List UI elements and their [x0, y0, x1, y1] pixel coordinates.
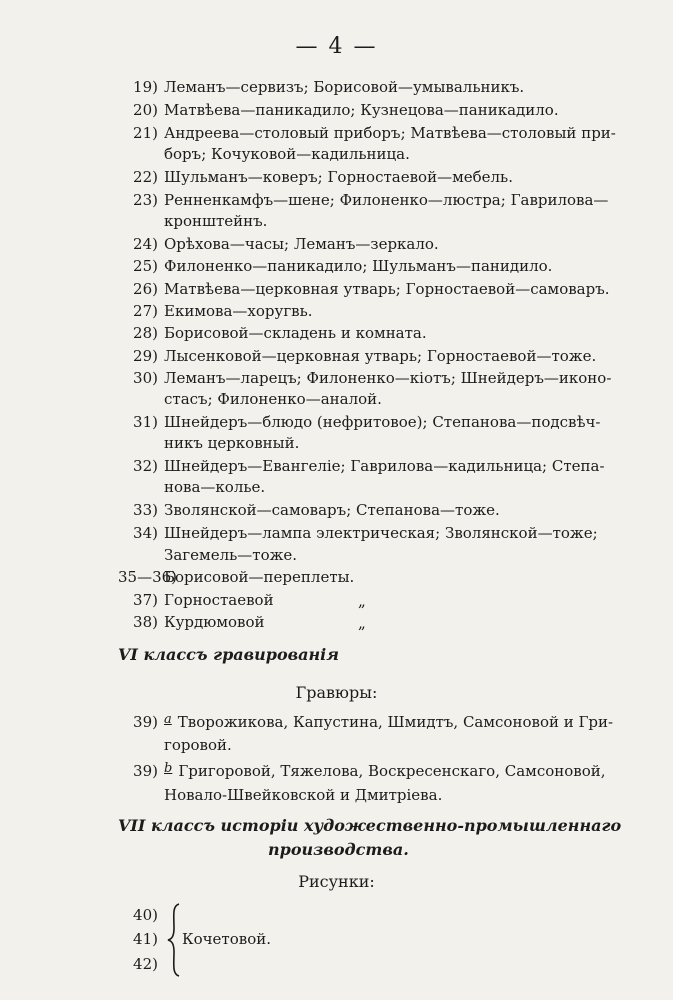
ditto-mark: „: [358, 592, 366, 610]
section-heading: VI классъ гравированія: [118, 645, 339, 664]
list-item: 33) Зволянской—самоваръ; Степанова—тоже.: [133, 501, 500, 519]
list-item: 23) Ренненкамфъ—шене; Филоненко—люстра; Гаврилова—: [133, 191, 609, 209]
list-item: кронштейнъ.: [164, 212, 268, 230]
list-item: 37) Горностаевой: [133, 591, 274, 609]
list-item: 24) Орѣхова—часы; Леманъ—зеркало.: [133, 235, 439, 253]
list-item: 30) Леманъ—ларецъ; Филоненко—кіотъ; Шнейдеръ—иконо-: [133, 369, 612, 387]
list-item: 22) Шульманъ—коверъ; Горностаевой—мебель.: [133, 168, 513, 186]
list-item: боръ; Кочуковой—кадильница.: [164, 145, 410, 163]
list-item: Новало-Швейковской и Дмитріева.: [164, 786, 443, 804]
list-item: 42): [133, 955, 158, 973]
list-item: 19) Леманъ—сервизъ; Борисовой—умывальникъ.: [133, 78, 525, 96]
list-item: 26) Матвѣева—церковная утварь; Горностаевой—самоваръ.: [133, 280, 610, 298]
page-number: — 4 —: [295, 34, 378, 59]
list-item: 20) Матвѣева—паникадило; Кузнецова—паникадило.: [133, 101, 559, 119]
section-heading: VII классъ исторіи художественно-промышленнаго: [118, 816, 622, 835]
brace-icon: [166, 902, 184, 978]
list-item: 38) Курдюмовой: [133, 613, 265, 631]
list-item: стасъ; Филоненко—аналой.: [164, 390, 382, 408]
list-item: 35—36)Борисовой—переплеты.: [118, 568, 355, 586]
section-heading-continued: производства.: [268, 840, 409, 859]
list-item: Загемель—тоже.: [164, 546, 298, 564]
list-item: никъ церковный.: [164, 434, 300, 452]
list-item: 32) Шнейдеръ—Евангеліе; Гаврилова—кадильница; Степа-: [133, 457, 605, 475]
list-item: нова—колье.: [164, 478, 266, 496]
list-item: 39) b Григоровой, Тяжелова, Воскресенскаго, Самсоновой,: [133, 761, 606, 780]
list-item: 21) Андреева—столовый приборъ; Матвѣева—столовый при-: [133, 124, 616, 142]
list-item: 27) Екимова—хоругвь.: [133, 302, 313, 320]
list-item: горовой.: [164, 736, 232, 754]
list-item: 39) a Творожикова, Капустина, Шмидтъ, Самсоновой и Гри-: [133, 712, 614, 731]
section-subheading: Гравюры:: [295, 683, 378, 702]
list-item: 40): [133, 906, 158, 924]
section-subheading: Рисунки:: [298, 872, 375, 891]
list-item: 25) Филоненко—паникадило; Шульманъ—панидило.: [133, 257, 553, 275]
list-item: 41) Кочетовой.: [133, 930, 272, 948]
list-item: 34) Шнейдеръ—лампа электрическая; Зволянской—тоже;: [133, 524, 598, 542]
list-item: 31) Шнейдеръ—блюдо (нефритовое); Степанова—подсвѣч-: [133, 413, 601, 431]
ditto-mark: „: [358, 614, 366, 632]
list-item: 28) Борисовой—складень и комната.: [133, 324, 427, 342]
list-item: 29) Лысенковой—церковная утварь; Горностаевой—тоже.: [133, 347, 597, 365]
